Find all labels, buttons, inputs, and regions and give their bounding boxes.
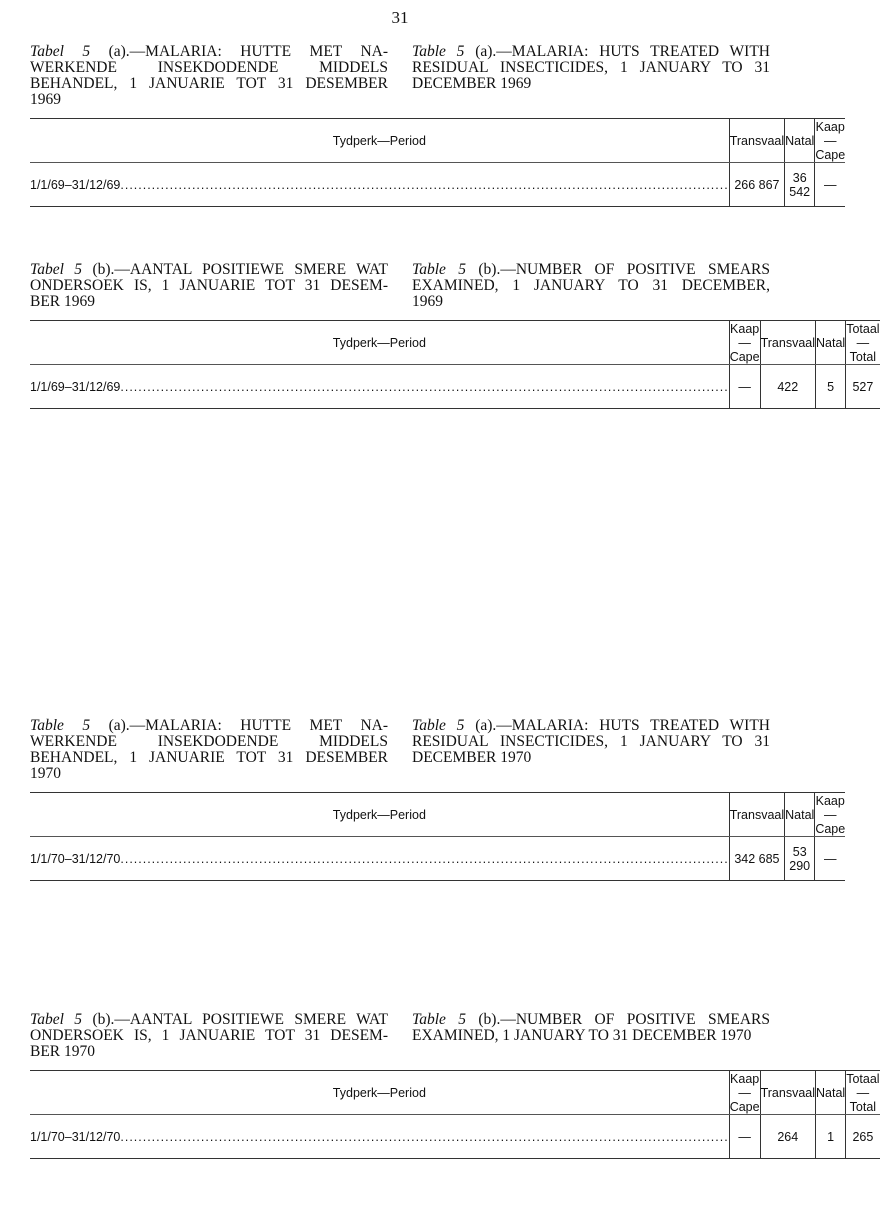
caption-english: Table 5 (b).—NUMBER OF POSITIVE SMEARS EXAMINED, 1 JANUARY TO 31 DECEMBER 1970 — [412, 1011, 770, 1044]
column-header: Natal — [785, 119, 815, 163]
period-cell: 1/1/70–31/12/70 ..... — [30, 1115, 729, 1159]
table-5a-1970-section — [30, 717, 846, 881]
column-header: Totaal—Total — [846, 1071, 880, 1114]
value-cell: 264 — [760, 1115, 815, 1159]
column-header: Transvaal — [729, 119, 784, 163]
caption-afrikaans: Tabel 5 (b).—AANTAL POSITIEWE SMERE WAT ONDERSOEK IS, 1 JANUARIE TOT 31 DESEM- BER 1969 — [30, 261, 389, 310]
data-table — [30, 118, 845, 207]
value-cell: 36 542 — [785, 163, 815, 207]
column-header: Tydperk—Period — [30, 1071, 729, 1115]
caption-afrikaans: Tabel 5 (b).—AANTAL POSITIEWE SMERE WAT ONDERSOEK IS, 1 JANUARIE TOT 31 DESEM- BER 1970 — [30, 1011, 389, 1060]
data-table — [30, 1070, 880, 1159]
table-5b-1969-section — [30, 261, 880, 409]
page-number: 31 — [391, 8, 409, 27]
period-cell: 1/1/69–31/12/69 ..... — [30, 163, 729, 207]
column-header: Tydperk—Period — [30, 119, 729, 163]
table-5a-1969-section — [30, 43, 846, 207]
caption-afrikaans: Table 5 (a).—MALARIA: HUTTE MET NA- WERKENDE INSEKDODENDE MIDDELS BEHANDEL, 1 JANUARIE TOT 31 DESEMBER 1970 — [30, 717, 389, 782]
value-cell: 265 — [846, 1115, 880, 1159]
column-header: Kaap—Cape — [815, 119, 846, 162]
caption-english: Table 5 (b).—NUMBER OF POSITIVE SMEARS EXAMINED, 1 JANUARY TO 31 DECEMBER, 1969 — [412, 261, 770, 310]
caption-afrikaans: Tabel 5 (a).—MALARIA: HUTTE MET NA- WERKENDE INSEKDODENDE MIDDELS BEHANDEL, 1 JANUARIE TOT 31 DESEMBER 1969 — [30, 43, 389, 108]
data-table — [30, 320, 880, 409]
value-cell: — — [815, 163, 845, 207]
column-header: Totaal—Total — [846, 321, 880, 364]
column-header: Transvaal — [729, 793, 784, 837]
column-header: Tydperk—Period — [30, 793, 729, 837]
column-header: Kaap—Cape — [729, 321, 760, 364]
column-header: Kaap—Cape — [815, 793, 846, 836]
table-row — [30, 1115, 880, 1159]
value-cell: — — [729, 1115, 760, 1159]
column-header: Transvaal — [760, 1071, 815, 1115]
value-cell: 342 685 — [729, 837, 784, 881]
column-header: Natal — [816, 321, 846, 365]
table-row — [30, 837, 845, 881]
value-cell: 53 290 — [785, 837, 815, 881]
value-cell: 5 — [816, 365, 846, 409]
value-cell: — — [729, 365, 760, 409]
value-cell: 422 — [760, 365, 815, 409]
table-row — [30, 365, 880, 409]
period-cell: 1/1/69–31/12/69 ..... — [30, 365, 729, 409]
column-header: Tydperk—Period — [30, 321, 729, 365]
caption-english: Table 5 (a).—MALARIA: HUTS TREATED WITH RESIDUAL INSECTICIDES, 1 JANUARY TO 31 DECEMBER 1969 — [412, 43, 771, 92]
period-cell: 1/1/70–31/12/70 ..... — [30, 837, 729, 881]
data-table — [30, 792, 845, 881]
table-row — [30, 163, 845, 207]
caption-english: Table 5 (a).—MALARIA: HUTS TREATED WITH RESIDUAL INSECTICIDES, 1 JANUARY TO 31 DECEMBER 1970 — [412, 717, 771, 766]
column-header: Kaap—Cape — [729, 1071, 760, 1114]
value-cell: 1 — [816, 1115, 846, 1159]
value-cell: 266 867 — [729, 163, 784, 207]
value-cell: 527 — [846, 365, 880, 409]
table-5b-1970-section — [30, 1011, 880, 1159]
column-header: Transvaal — [760, 321, 815, 365]
value-cell: — — [815, 837, 845, 881]
column-header: Natal — [785, 793, 815, 837]
column-header: Natal — [816, 1071, 846, 1115]
